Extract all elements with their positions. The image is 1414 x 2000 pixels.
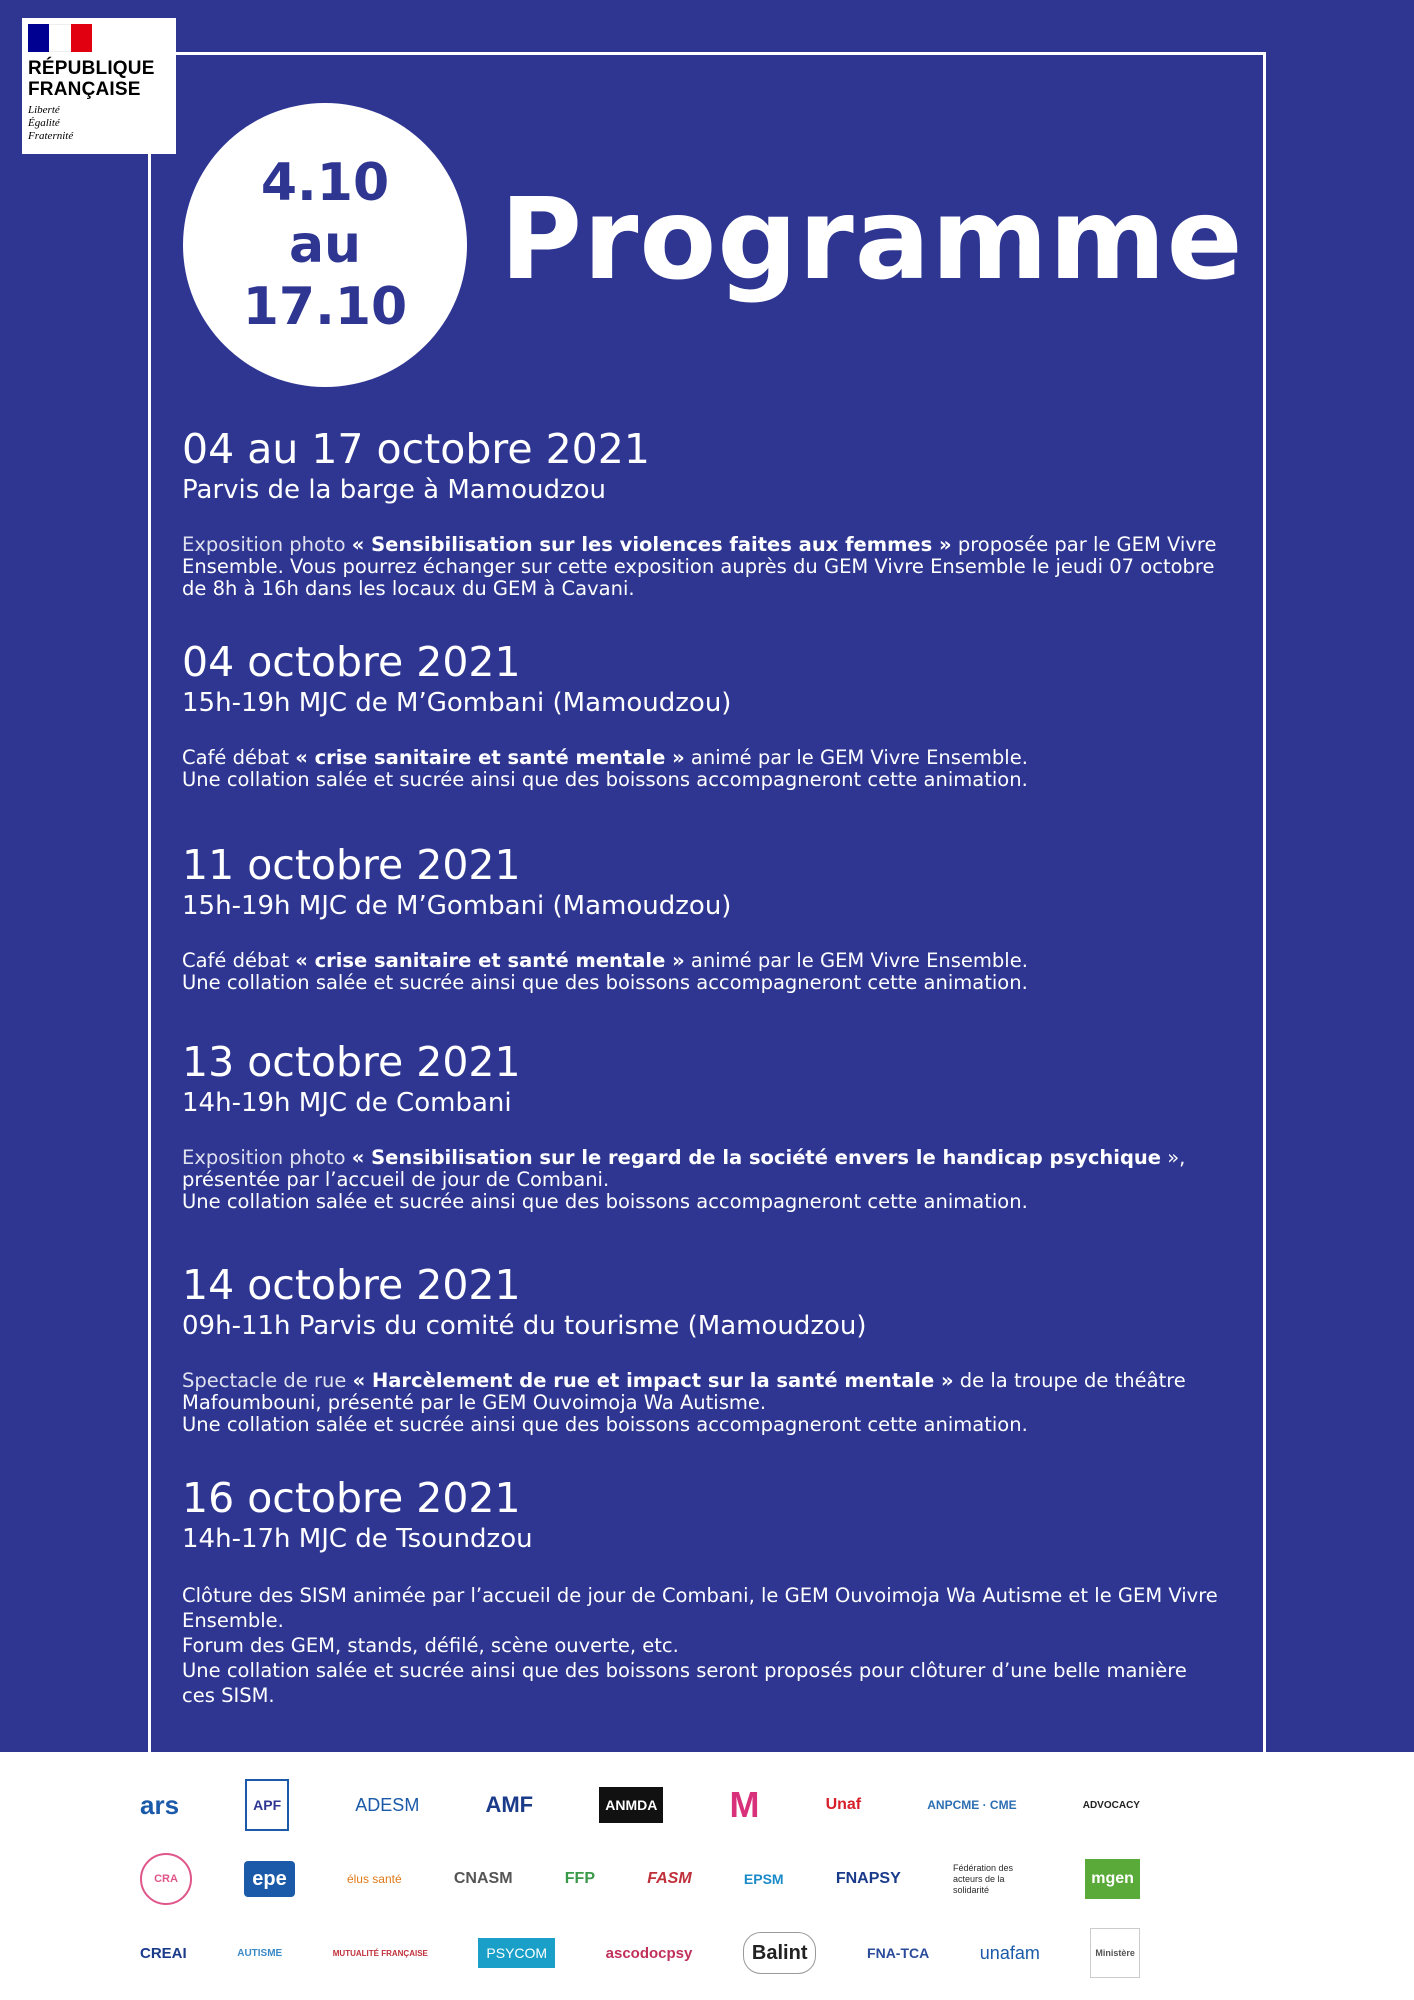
sponsor-logo: ANMDA xyxy=(599,1787,663,1823)
event-details: Clôture des SISM animée par l’accueil de jour de Combani, le GEM Ouvoimoja Wa Autisme et le GEM Vivre Ensemble. xyxy=(182,1584,1218,1632)
event-details: animé par le GEM Vivre Ensemble. xyxy=(684,746,1028,769)
sponsor-logo: Balint xyxy=(743,1932,817,1974)
sponsor-logos xyxy=(0,1752,1414,2000)
event-type: Café débat xyxy=(182,949,296,972)
sponsor-logo: CRA xyxy=(140,1853,192,1905)
sponsor-logo: AMF xyxy=(485,1792,534,1817)
event-details: proposée par le GEM Vivre Ensemble. Vous pourrez échanger sur cette exposition auprès du GEM Vivre Ensemble le jeudi 07 octobre de 8h à 16h dans les locaux du GEM à Cavani. xyxy=(182,533,1217,600)
sponsor-logo: EPSM xyxy=(743,1871,784,1887)
event-item xyxy=(182,1473,1222,1708)
event-description xyxy=(182,950,1222,994)
sponsor-logo: FNAPSY xyxy=(835,1870,901,1887)
sponsor-logo: CREAI xyxy=(140,1944,187,1962)
event-date: 04 octobre 2021 xyxy=(182,638,521,686)
sponsor-logo: ascodocpsy xyxy=(605,1944,693,1962)
event-place: 09h-11h Parvis du comité du tourisme (Mamoudzou) xyxy=(182,1311,867,1341)
sponsor-logo: ANPCME · CME xyxy=(927,1798,1017,1812)
event-place: 15h-19h MJC de M’Gombani (Mamoudzou) xyxy=(182,891,732,921)
event-type: Exposition photo xyxy=(182,533,352,556)
event-theme: « Sensibilisation sur les violences faites aux femmes » xyxy=(351,533,952,556)
sponsor-logo: M xyxy=(729,1784,760,1825)
event-type: Spectacle de rue xyxy=(182,1369,353,1392)
event-place: Parvis de la barge à Mamoudzou xyxy=(182,475,606,505)
event-theme: « Sensibilisation sur le regard de la société envers le handicap psychique xyxy=(351,1146,1162,1169)
sponsor-logo: Unaf xyxy=(825,1796,862,1813)
republique-francaise-logo xyxy=(22,18,176,154)
french-flag-icon xyxy=(28,24,92,52)
event-item xyxy=(182,840,1222,994)
sponsor-logo: FFP xyxy=(564,1870,595,1887)
sponsor-logo: Fédération des acteurs de la solidarité xyxy=(952,1862,1014,1895)
dates-badge-end: 17.10 xyxy=(242,277,408,337)
event-description xyxy=(182,1370,1222,1436)
dates-badge-connector: au xyxy=(288,215,362,275)
logo-name: RÉPUBLIQUE FRANÇAISE xyxy=(28,58,155,100)
event-date: 16 octobre 2021 xyxy=(182,1474,521,1522)
sponsor-logo: ADESM xyxy=(355,1794,420,1815)
event-description xyxy=(182,1147,1222,1213)
sponsor-logo: élus santé xyxy=(346,1872,402,1886)
page-title: Programme xyxy=(500,175,1244,305)
event-details: animé par le GEM Vivre Ensemble. xyxy=(684,949,1028,972)
event-note: Une collation salée et sucrée ainsi que des boissons seront proposés pour clôturer d’une belle manière ces SISM. xyxy=(182,1659,1187,1707)
event-place: 15h-19h MJC de M’Gombani (Mamoudzou) xyxy=(182,688,732,718)
sponsor-logo: PSYCOM xyxy=(478,1938,555,1968)
event-date: 11 octobre 2021 xyxy=(182,841,521,889)
event-item xyxy=(182,424,1222,600)
dates-badge-start: 4.10 xyxy=(260,153,390,213)
sponsor-logo: AUTISME xyxy=(237,1947,283,1959)
sponsor-logo: epe xyxy=(244,1861,294,1897)
event-note: Forum des GEM, stands, défilé, scène ouverte, etc. xyxy=(182,1634,679,1657)
event-description xyxy=(182,534,1222,600)
sponsor-logo: APF xyxy=(245,1779,289,1831)
sponsor-row xyxy=(140,1848,1140,1910)
sponsor-logo: unafam xyxy=(979,1942,1040,1963)
sponsor-logo: CNASM xyxy=(453,1870,513,1887)
sponsor-logo: ADVOCACY xyxy=(1082,1799,1140,1811)
event-theme: « Harcèlement de rue et impact sur la santé mentale » xyxy=(352,1369,954,1392)
event-note: Une collation salée et sucrée ainsi que des boissons accompagneront cette animation. xyxy=(182,768,1028,791)
event-description xyxy=(182,747,1222,791)
logo-motto: Liberté Égalité Fraternité xyxy=(28,104,74,142)
sponsor-logo: FNA-TCA xyxy=(867,1945,930,1961)
sponsor-logo: mgen xyxy=(1085,1859,1140,1899)
event-note: Une collation salée et sucrée ainsi que des boissons accompagneront cette animation. xyxy=(182,1190,1028,1213)
event-item xyxy=(182,1037,1222,1213)
event-place: 14h-19h MJC de Combani xyxy=(182,1088,512,1118)
event-date: 04 au 17 octobre 2021 xyxy=(182,425,650,473)
event-description xyxy=(182,1583,1222,1708)
event-type: Café débat xyxy=(182,746,296,769)
event-note: Une collation salée et sucrée ainsi que des boissons accompagneront cette animation. xyxy=(182,1413,1028,1436)
event-item xyxy=(182,637,1222,791)
sponsor-row xyxy=(140,1922,1140,1984)
event-type: Exposition photo xyxy=(182,1146,352,1169)
event-date: 14 octobre 2021 xyxy=(182,1261,521,1309)
event-details: », présentée par l’accueil de jour de Combani. xyxy=(182,1146,1186,1191)
event-place: 14h-17h MJC de Tsoundzou xyxy=(182,1524,533,1554)
sponsor-logo: ars xyxy=(140,1789,180,1820)
event-theme: « crise sanitaire et santé mentale » xyxy=(295,746,685,769)
event-details: de la troupe de théâtre Mafoumbouni, présenté par le GEM Ouvoimoja Wa Autisme. xyxy=(182,1369,1186,1414)
sponsor-row xyxy=(140,1774,1140,1836)
event-theme: « crise sanitaire et santé mentale » xyxy=(295,949,685,972)
sponsor-logo: FASM xyxy=(647,1870,692,1887)
event-item xyxy=(182,1260,1222,1436)
event-note: Une collation salée et sucrée ainsi que des boissons accompagneront cette animation. xyxy=(182,971,1028,994)
sponsor-logo: MUTUALITÉ FRANÇAISE xyxy=(332,1948,428,1958)
sponsor-logo: Ministère xyxy=(1090,1928,1140,1978)
event-date: 13 octobre 2021 xyxy=(182,1038,521,1086)
dates-badge xyxy=(183,103,467,387)
